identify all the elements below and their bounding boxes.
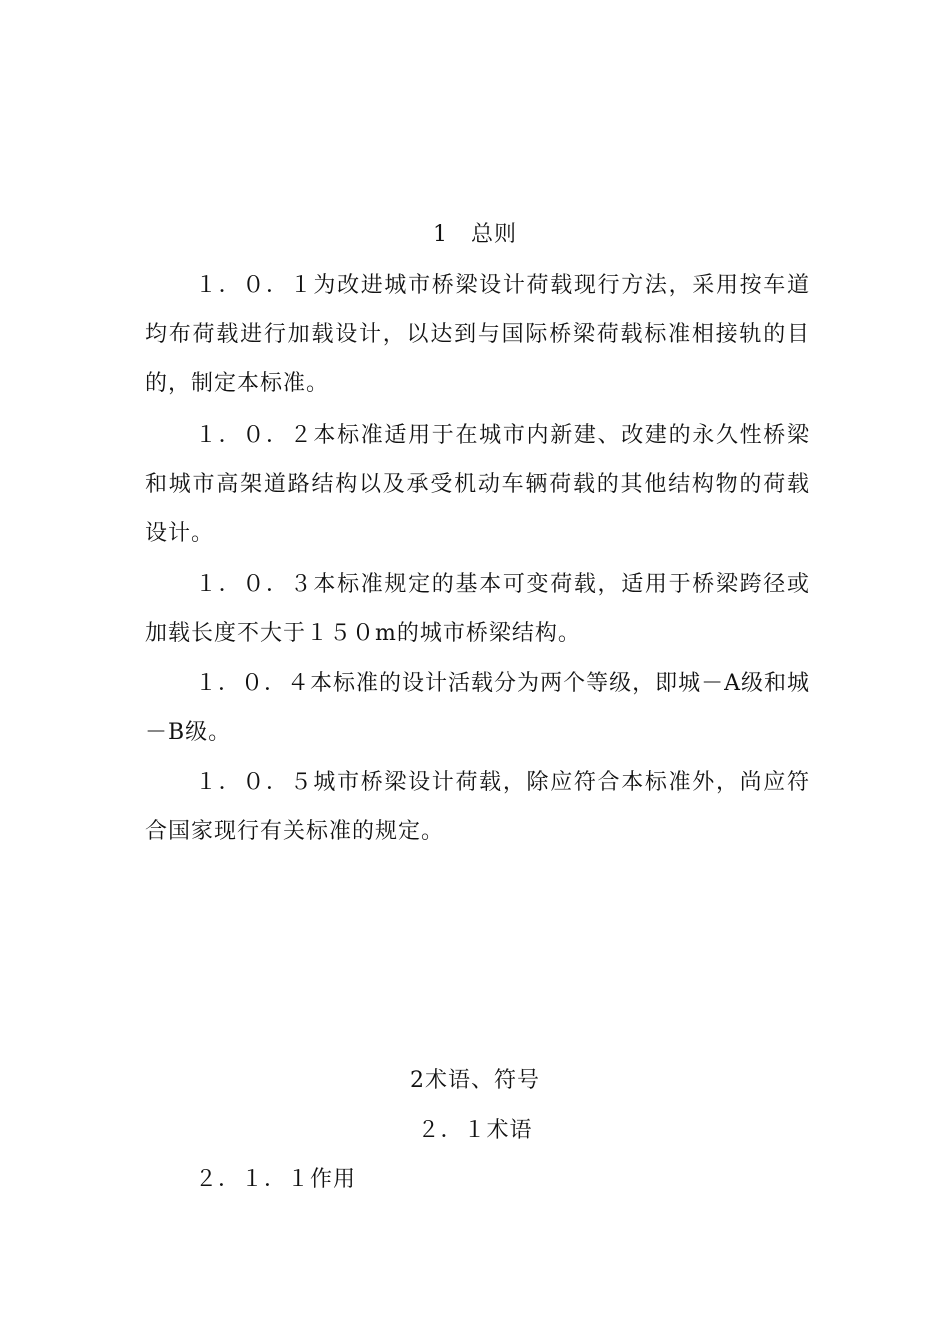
- clause-1-0-2: １．０．２本标准适用于在城市内新建、改建的永久性桥梁和城市高架道路结构以及承受机动车辆荷载的其他结构物的荷载设计。: [145, 423, 810, 546]
- chapter-2-title: 2术语、符号: [410, 1068, 540, 1093]
- clause-1-0-5: １．０．５城市桥梁设计荷载，除应符合本标准外，尚应符合国家现行有关标准的规定。: [145, 770, 810, 844]
- clause-2-1-1-title: ２．１．１作用: [195, 1167, 357, 1192]
- section-2-1-title: ２．１术语: [417, 1118, 533, 1143]
- clause-1-0-4: １．０．４本标准的设计活载分为两个等级，即城－A级和城－B级。: [145, 671, 810, 745]
- chapter-1-title: 1 总则: [433, 222, 517, 247]
- clause-1-0-1: １．０．１为改进城市桥梁设计荷载现行方法，采用按车道均布荷载进行加载设计，以达到与国际桥梁荷载标准相接轨的目的，制定本标准。: [145, 273, 810, 396]
- clause-1-0-3: １．０．３本标准规定的基本可变荷载，适用于桥梁跨径或加载长度不大于１５０m的城市桥梁结构。: [145, 572, 810, 646]
